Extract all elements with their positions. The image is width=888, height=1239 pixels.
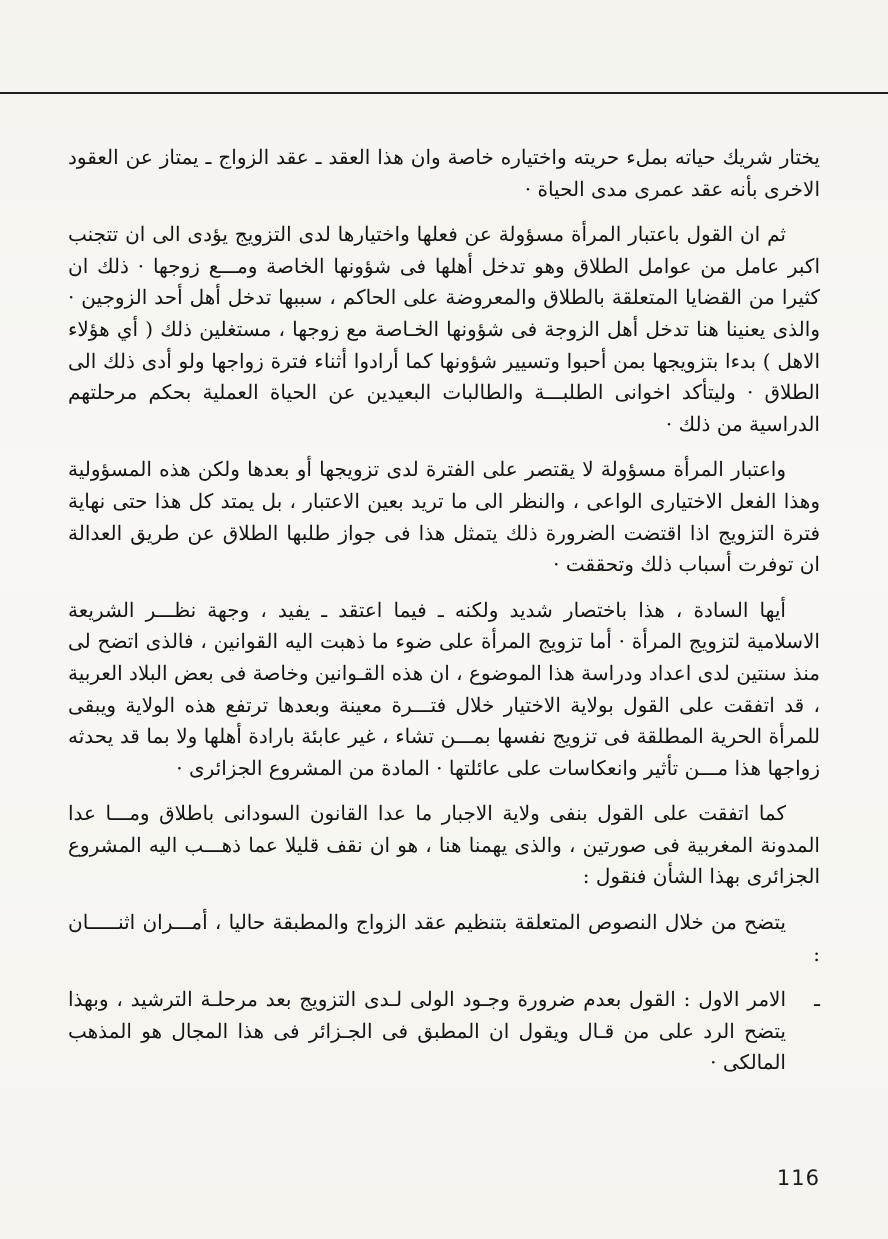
paragraph-2: ثم ان القول باعتبار المرأة مسؤولة عن فعلها واختيارها لدى التزويج يؤدى الى ان تتجنب اكبر عامل من عوامل الطلاق وهو تدخل أهلها فى شؤونها الخاصة ومـــع زوجها · ذلك ان كثيرا من القضايا المتعلقة بالطلاق والمعروضة على الحاكم ، سببها تدخل أهل أحد الزوجين · والذى يعنينا هنا تدخل أهل الزوجة فى شؤونها الخـاصة مع زوجها ، مستغلين ذلك ( أي هؤلاء الاهل ) بدءا بتزويجها بمن أحبوا وتسيير شؤونها كما أرادوا أثناء فترة زواجها ولو أدى ذلك الى الطلاق · وليتأكد اخوانى الطلبـــة والطالبات البعيدين عن الحياة العملية بحكم مرحلتهم الدراسية من ذلك · <box>68 222 821 436</box>
list-item-text: الامر الاول : القول بعدم ضرورة وجـود الولى لـدى التزويج بعد مرحلـة الترشيد ، وبهذا يتضح الرد على من قـال ويقول ان المطبق فى الجـزائر فى هذا المجال هو المذهب المالكى · <box>68 987 786 1075</box>
page-number: 116 <box>776 1166 820 1190</box>
paragraph-6: يتضح من خلال النصوص المتعلقة بتنظيم عقد الزواج والمطبقة حاليا ، أمـــران اثنـــــان : <box>68 910 820 966</box>
paragraph-4: أيها السادة ، هذا باختصار شديد ولكنه ـ فيما اعتقد ـ يفيد ، وجهة نظـــر الشريعة الاسلامية لتزويج المرأة · أما تزويج المرأة على ضوء ما ذهبت اليه القوانين ، فالذى اتضح لى منذ سنتين لدى اعداد ودراسة هذا الموضوع ، ان هذه القـوانين وخاصة فى بعض البلاد العربية ، قد اتفقت على القول بولاية الاختيار خلال فتـــرة معينة وبعدها ترتفع هذه الولاية ويبقى للمرأة الحرية المطلقة فى تزويج نفسها بمـــن تشاء ، غير عابئة بارادة أهلها ولا بما قد يحدثه زواجها هذا مـــن تأثير وانعكاسات على عائلتها · المادة من المشروع الجزائرى · <box>68 597 821 780</box>
header-rule <box>0 92 888 94</box>
body-text <box>68 142 820 1079</box>
paragraph-5: كما اتفقت على القول بنفى ولاية الاجبار ما عدا القانون السودانى باطلاق ومـــا عدا المدونة المغربية فى صورتين ، والذى يهمنا هنا ، هو ان نقف قليلا عما ذهـــب اليه المشروع الجزائرى بهذا الشأن فنقول : <box>68 801 820 889</box>
list-item-marker: ـ <box>814 987 820 1012</box>
paragraph-1: يختار شريك حياته بملء حريته واختياره خاصة وان هذا العقد ـ عقد الزواج ـ يمتاز عن العقود الاخرى بأنه عقد عمرى مدى الحياة · <box>68 145 820 201</box>
list-item <box>68 984 820 1079</box>
paragraph-3: واعتبار المرأة مسؤولة لا يقتصر على الفترة لدى تزويجها أو بعدها ولكن هذه المسؤولية وهذا الفعل الاختيارى الواعى ، والنظر الى ما تريد بعين الاعتبار ، بل يمتد كل هذا حتى نهاية فترة التزويج اذا اقتضت الضرورة ذلك يتمثل هذا فى جواز طلبها الطلاق عن طريق العدالة ان توفرت أسباب ذلك وتحققت · <box>68 457 820 577</box>
